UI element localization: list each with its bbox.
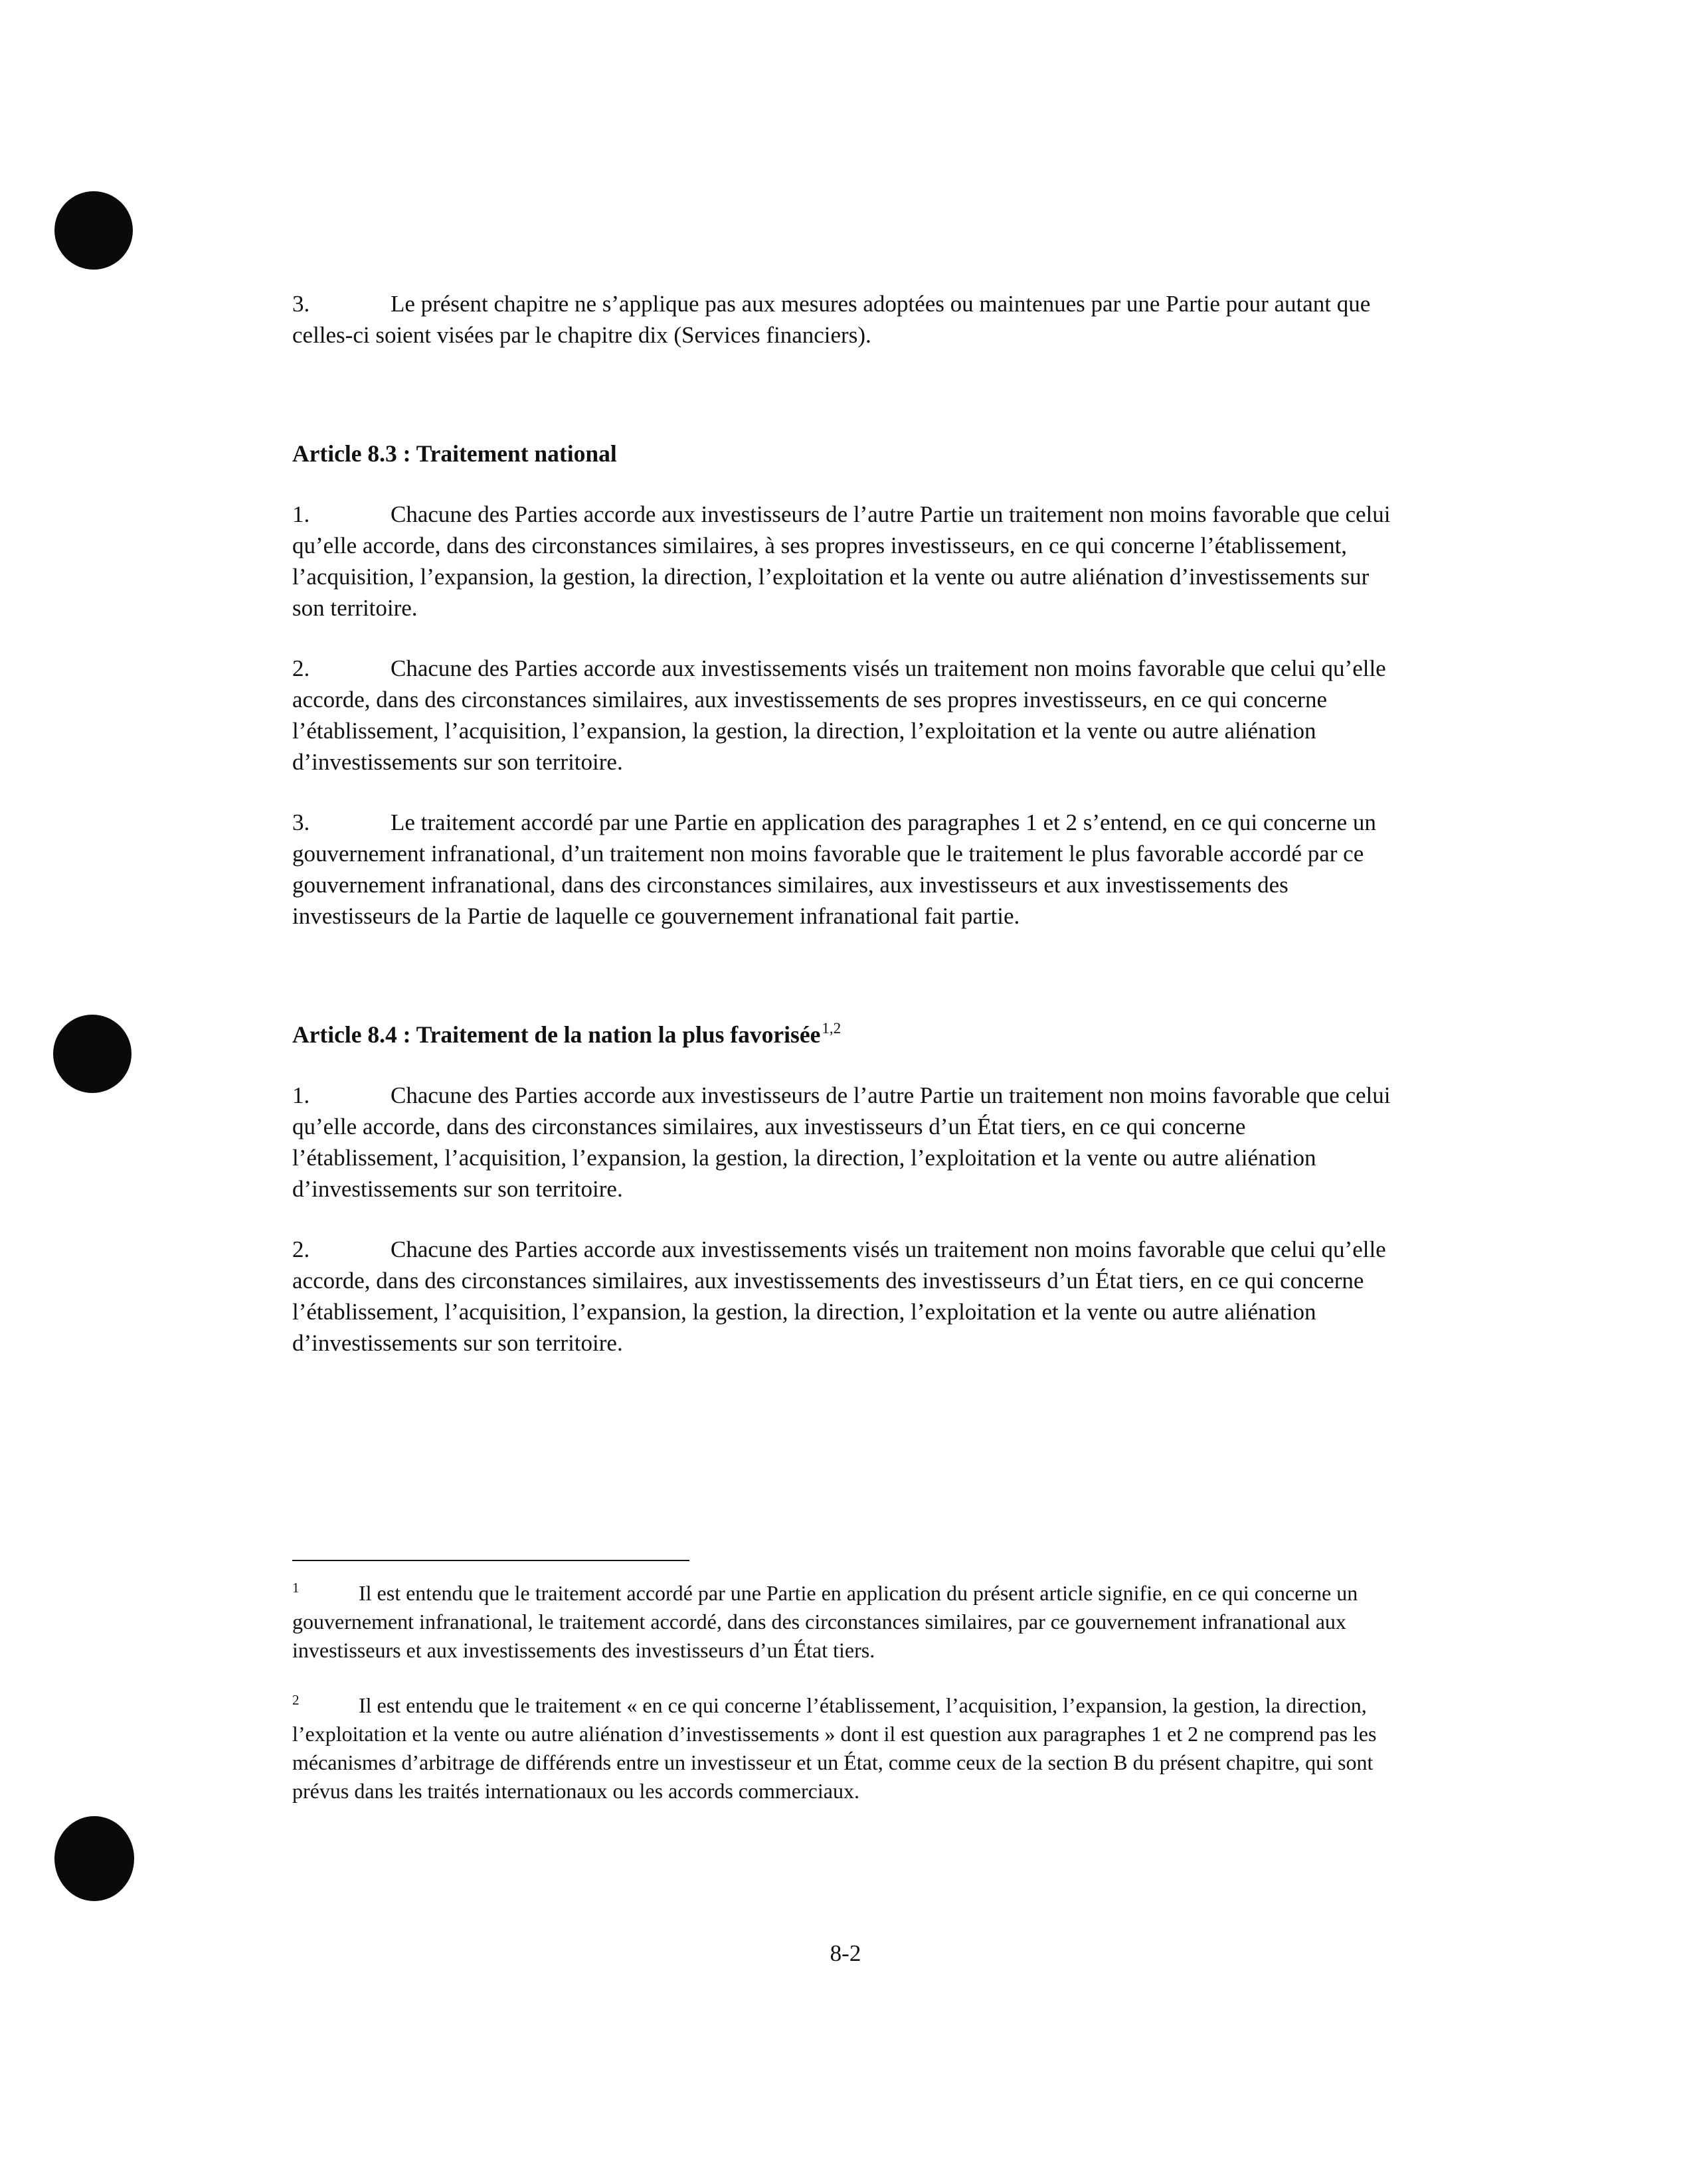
paragraph-number: 2. bbox=[292, 1236, 310, 1262]
article-heading-8-3 bbox=[292, 438, 1395, 469]
paragraph-number: 3. bbox=[292, 291, 310, 317]
article-title: Article 8.4 : Traitement de la nation la plus favorisée bbox=[292, 1021, 821, 1048]
article-heading-8-4 bbox=[292, 1019, 1395, 1050]
paragraph-8-4-1 bbox=[292, 1080, 1395, 1205]
footnotes bbox=[292, 1579, 1401, 1832]
paragraph-text: Chacune des Parties accorde aux investissements visés un traitement non moins favorable que celui qu’elle accorde, dans des circonstances similaires, aux investissements de ses propres investisseurs, en ce qui concerne l’établissement, l’acquisition, l’expansion, la gestion, la direction, l’exploitation et la vente ou autre aliénation d’investissements sur son territoire. bbox=[292, 655, 1386, 775]
footnote-2: 2 Il est entendu que le traitement « en ce qui concerne l’établissement, l’acquisition, l’expansion, la gestion, la direction, l’exploitation et la vente ou autre aliénation d’investissements » dont il est question aux paragraphes 1 et 2 ne comprend pas les mécanismes d’arbitrage de différends entre un investisseur et un État, comme ceux de la section B du présent chapitre, qui sont prévus dans les traités internationaux ou les accords commerciaux. bbox=[292, 1692, 1377, 1803]
paragraph-number: 1. bbox=[292, 501, 310, 527]
paragraph-text: Chacune des Parties accorde aux investisseurs de l’autre Partie un traitement non moins favorable que celui qu’elle accorde, dans des circonstances similaires, aux investisseurs d’un État tiers, en ce qui concerne l’établissement, l’acquisition, l’expansion, la gestion, la direction, l’exploitation et la vente ou autre aliénation d’investissements sur son territoire. bbox=[292, 1082, 1391, 1202]
paragraph-text: Chacune des Parties accorde aux investissements visés un traitement non moins favorable que celui qu’elle accorde, dans des circonstances similaires, aux investissements des investisseurs d’un État tiers, en ce qui concerne l’établissement, l’acquisition, l’expansion, la gestion, la direction, l’exploitation et la vente ou autre aliénation d’investissements sur son territoire. bbox=[292, 1236, 1386, 1356]
paragraph-text: Chacune des Parties accorde aux investisseurs de l’autre Partie un traitement non moins favorable que celui qu’elle accorde, dans des circonstances similaires, à ses propres investisseurs, en ce qui concerne l’établissement, l’acquisition, l’expansion, la gestion, la direction, l’exploitation et la vente ou autre aliénation d’investissements sur son territoire. bbox=[292, 501, 1391, 621]
paragraph-number: 1. bbox=[292, 1082, 310, 1108]
paragraph-number: 3. bbox=[292, 809, 310, 835]
binder-hole-middle bbox=[53, 1015, 132, 1093]
page-body bbox=[292, 288, 1395, 1388]
paragraph-number: 2. bbox=[292, 655, 310, 681]
paragraph-8-4-2 bbox=[292, 1234, 1395, 1359]
footnote-text: Il est entendu que le traitement « en ce qui concerne l’établissement, l’acquisition, l’expansion, la gestion, la direction, l’exploitation et la vente ou autre aliénation d’investissements » dont il est question aux paragraphes 1 et 2 ne comprend pas les mécanismes d’arbitrage de différends entre un investisseur et un État, comme ceux de la section B du présent chapitre, qui sont prévus dans les traités internationaux ou les accords commerciaux. bbox=[292, 1693, 1377, 1803]
paragraph-8-3-2 bbox=[292, 653, 1395, 778]
footnote-separator bbox=[292, 1560, 689, 1561]
footnote-reference[interactable]: 1,2 bbox=[822, 1020, 842, 1037]
paragraph-text: Le présent chapitre ne s’applique pas aux mesures adoptées ou maintenues par une Partie pour autant que celles-ci soient visées par le chapitre dix (Services financiers). bbox=[292, 291, 1371, 348]
footnote-text: Il est entendu que le traitement accordé par une Partie en application du présent article signifie, en ce qui concerne un gouvernement infranational, le traitement accordé, dans des circonstances similaires, par ce gouvernement infranational aux investisseurs et aux investissements des investisseurs d’un État tiers. bbox=[292, 1581, 1358, 1662]
paragraph-8-3-3 bbox=[292, 807, 1395, 932]
binder-hole-bottom bbox=[54, 1816, 134, 1901]
page-number: 8-2 bbox=[830, 1940, 861, 1966]
paragraph-8-3-1 bbox=[292, 499, 1395, 624]
paragraph-8-2-3 bbox=[292, 288, 1395, 351]
footnote-1: 1 Il est entendu que le traitement accordé par une Partie en application du présent article signifie, en ce qui concerne un gouvernement infranational, le traitement accordé, dans des circonstances similaires, par ce gouvernement infranational aux investisseurs et aux investissements des investisseurs d’un État tiers. bbox=[292, 1580, 1358, 1662]
binder-hole-top bbox=[54, 191, 133, 270]
article-title: Article 8.3 : Traitement national bbox=[292, 440, 617, 467]
paragraph-text: Le traitement accordé par une Partie en application des paragraphes 1 et 2 s’entend, en ce qui concerne un gouvernement infranational, d’un traitement non moins favorable que le traitement le plus favorable accordé par ce gouvernement infranational, dans des circonstances similaires, aux investisseurs et aux investissements des investisseurs de la Partie de laquelle ce gouvernement infranational fait partie. bbox=[292, 809, 1376, 929]
